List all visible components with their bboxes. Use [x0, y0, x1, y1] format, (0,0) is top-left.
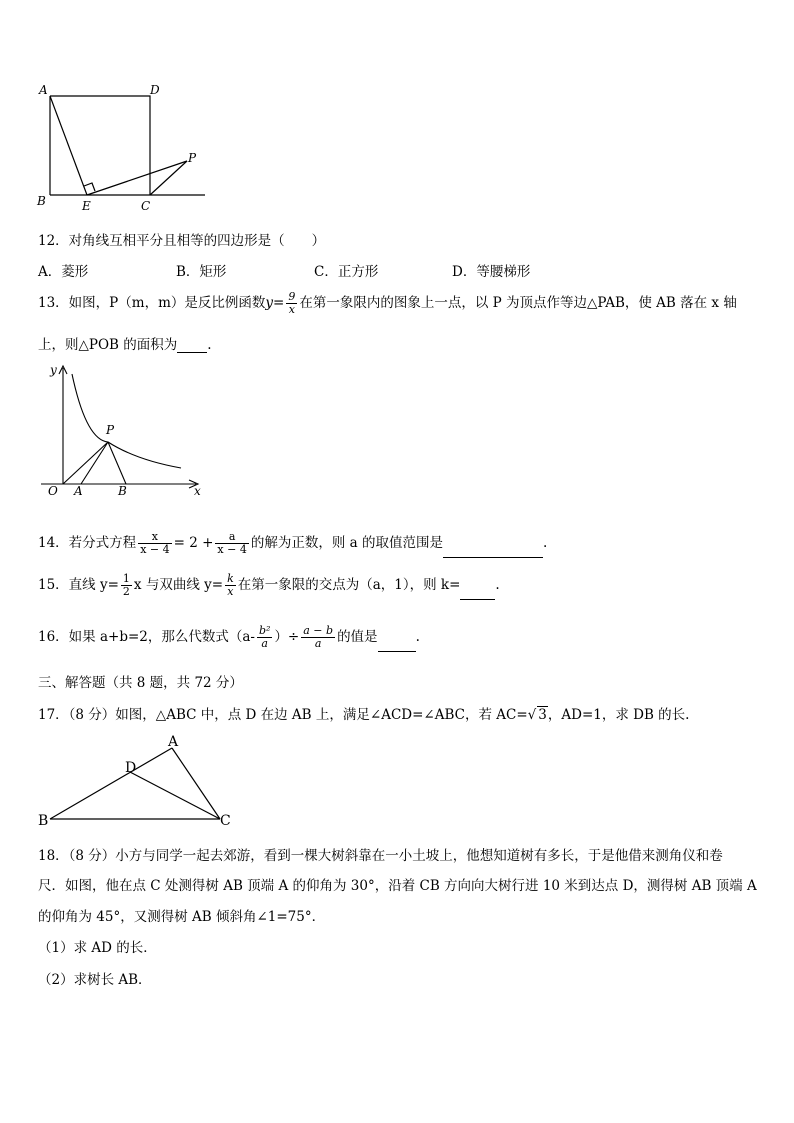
- q13-answer-blank[interactable]: [177, 338, 207, 353]
- q16-line: [38, 622, 420, 652]
- q12-options: [38, 260, 758, 278]
- q15-f1-den: 2: [122, 585, 130, 598]
- triangle-figure: [30, 732, 250, 832]
- q15-line: [38, 570, 500, 600]
- q16-answer-blank[interactable]: [378, 637, 416, 652]
- q14-mid: = 2 +: [173, 535, 214, 551]
- q17-line: [38, 703, 689, 723]
- q16-f1-den: a: [261, 637, 268, 650]
- q14-period: .: [542, 535, 548, 551]
- label-P: P: [188, 151, 197, 165]
- q14-f1-den: x − 4: [140, 543, 170, 556]
- q17-text-a: 17．（8 分）如图，△ABC 中，点 D 在边 AB 上，满足∠ACD=∠ABC，若 AC=: [38, 707, 528, 723]
- q12-stem: 12．对角线互相平分且相等的四边形是（ ）: [38, 233, 326, 249]
- q13-frac-den: x: [288, 303, 295, 316]
- q16-fraction-2: [301, 625, 335, 650]
- q14-f2-den: x − 4: [217, 543, 247, 556]
- q12-option-d: D．等腰梯形: [452, 264, 531, 280]
- q18-sub1: （1）求 AD 的长．: [38, 940, 157, 956]
- hyperbola-figure: [36, 360, 216, 505]
- point-B-label: B: [118, 484, 127, 498]
- label-E: E: [82, 199, 91, 213]
- q13-fraction: [286, 291, 297, 316]
- tri-label-B: B: [38, 813, 49, 829]
- q14-fraction-1: [138, 531, 171, 556]
- q14-line: [38, 528, 547, 558]
- q12-option-c: C．正方形: [314, 264, 379, 280]
- q14-fraction-2: [215, 531, 248, 556]
- q17-text-b: ，AD=1，求 DB 的长.: [547, 707, 690, 723]
- q13-line2: [38, 333, 212, 353]
- tri-label-C: C: [220, 813, 231, 829]
- q15-f1-num: 1: [122, 572, 130, 585]
- q13-text-a: 13．如图，P（m，m）是反比例函数: [38, 295, 266, 311]
- q18-sub2: （2）求树长 AB．: [38, 972, 152, 988]
- q16-period: .: [415, 629, 420, 645]
- axis-x-label: x: [194, 484, 201, 498]
- q13-frac-num: 9: [288, 290, 296, 303]
- q14-text-a: 14．若分式方程: [38, 535, 137, 551]
- q17-sqrt-value: 3: [538, 707, 547, 723]
- tri-label-D: D: [125, 760, 137, 776]
- origin-label: O: [48, 484, 58, 498]
- point-A-label: A: [74, 484, 83, 498]
- label-B: B: [37, 194, 46, 208]
- q13-text-b: 在第一象限内的图象上一点，以 P 为顶点作等边△PAB，使 AB 落在 x 轴: [299, 295, 737, 311]
- q13-period: .: [207, 337, 212, 353]
- q18-line3: 的仰角为 45°，又测得树 AB 倾斜角∠1=75°．: [38, 909, 326, 925]
- q15-f2-num: k: [227, 572, 234, 585]
- q13-text-c: 上，则△POB 的面积为: [38, 337, 178, 353]
- q13-line1: [38, 289, 737, 317]
- q13-eq: =: [273, 295, 285, 311]
- q15-f2-den: x: [227, 585, 234, 598]
- tri-label-A: A: [168, 734, 179, 750]
- axis-y-label: y: [50, 363, 57, 377]
- q12-option-b: B．矩形: [176, 264, 227, 280]
- q15-fraction-1: [121, 573, 132, 598]
- q16-text-c: 的值是: [337, 629, 378, 645]
- q15-text-b: x 与双曲线 y=: [133, 577, 224, 593]
- q16-f1-num: b²: [258, 624, 271, 637]
- q13-y: y: [265, 295, 274, 311]
- point-P-label: P: [106, 423, 115, 437]
- label-A: A: [39, 83, 48, 97]
- q14-f2-num: a: [215, 531, 248, 544]
- sqrt-sign: √: [527, 707, 537, 723]
- q15-text-c: 在第一象限的交点为（a，1），则 k=: [237, 577, 461, 593]
- q14-f1-num: x: [138, 531, 171, 544]
- q16-text-b: ）÷: [274, 629, 300, 645]
- q15-period: .: [495, 577, 500, 593]
- q15-fraction-2: [225, 573, 236, 598]
- q16-f2-num: a − b: [303, 624, 334, 637]
- q14-text-b: 的解为正数，则 a 的取值范围是: [250, 535, 443, 551]
- q18-line2: 尺．如图，他在点 C 处测得树 AB 顶端 A 的仰角为 30°，沿着 CB 方向向大树行进 10 米到达点 D，测得树 AB 顶端 A: [38, 878, 757, 894]
- q18-line1: 18．（8 分）小方与同学一起去郊游，看到一棵大树斜靠在一小土坡上，他想知道树有多长，于是他借来测角仪和卷: [38, 848, 723, 864]
- q12-option-a: A．菱形: [38, 264, 89, 280]
- label-D: D: [150, 83, 160, 97]
- q16-f2-den: a: [314, 637, 322, 650]
- section-heading: 三、解答题（共 8 题，共 72 分）: [38, 675, 243, 691]
- q16-text-a: 16．如果 a+b=2，那么代数式（a-: [38, 629, 255, 645]
- q14-answer-blank[interactable]: [443, 543, 543, 558]
- q15-answer-blank[interactable]: [460, 585, 495, 600]
- q16-fraction-1: [257, 625, 272, 650]
- square-figure: [30, 78, 220, 218]
- label-C: C: [141, 199, 151, 213]
- q15-text-a: 15．直线 y=: [38, 577, 119, 593]
